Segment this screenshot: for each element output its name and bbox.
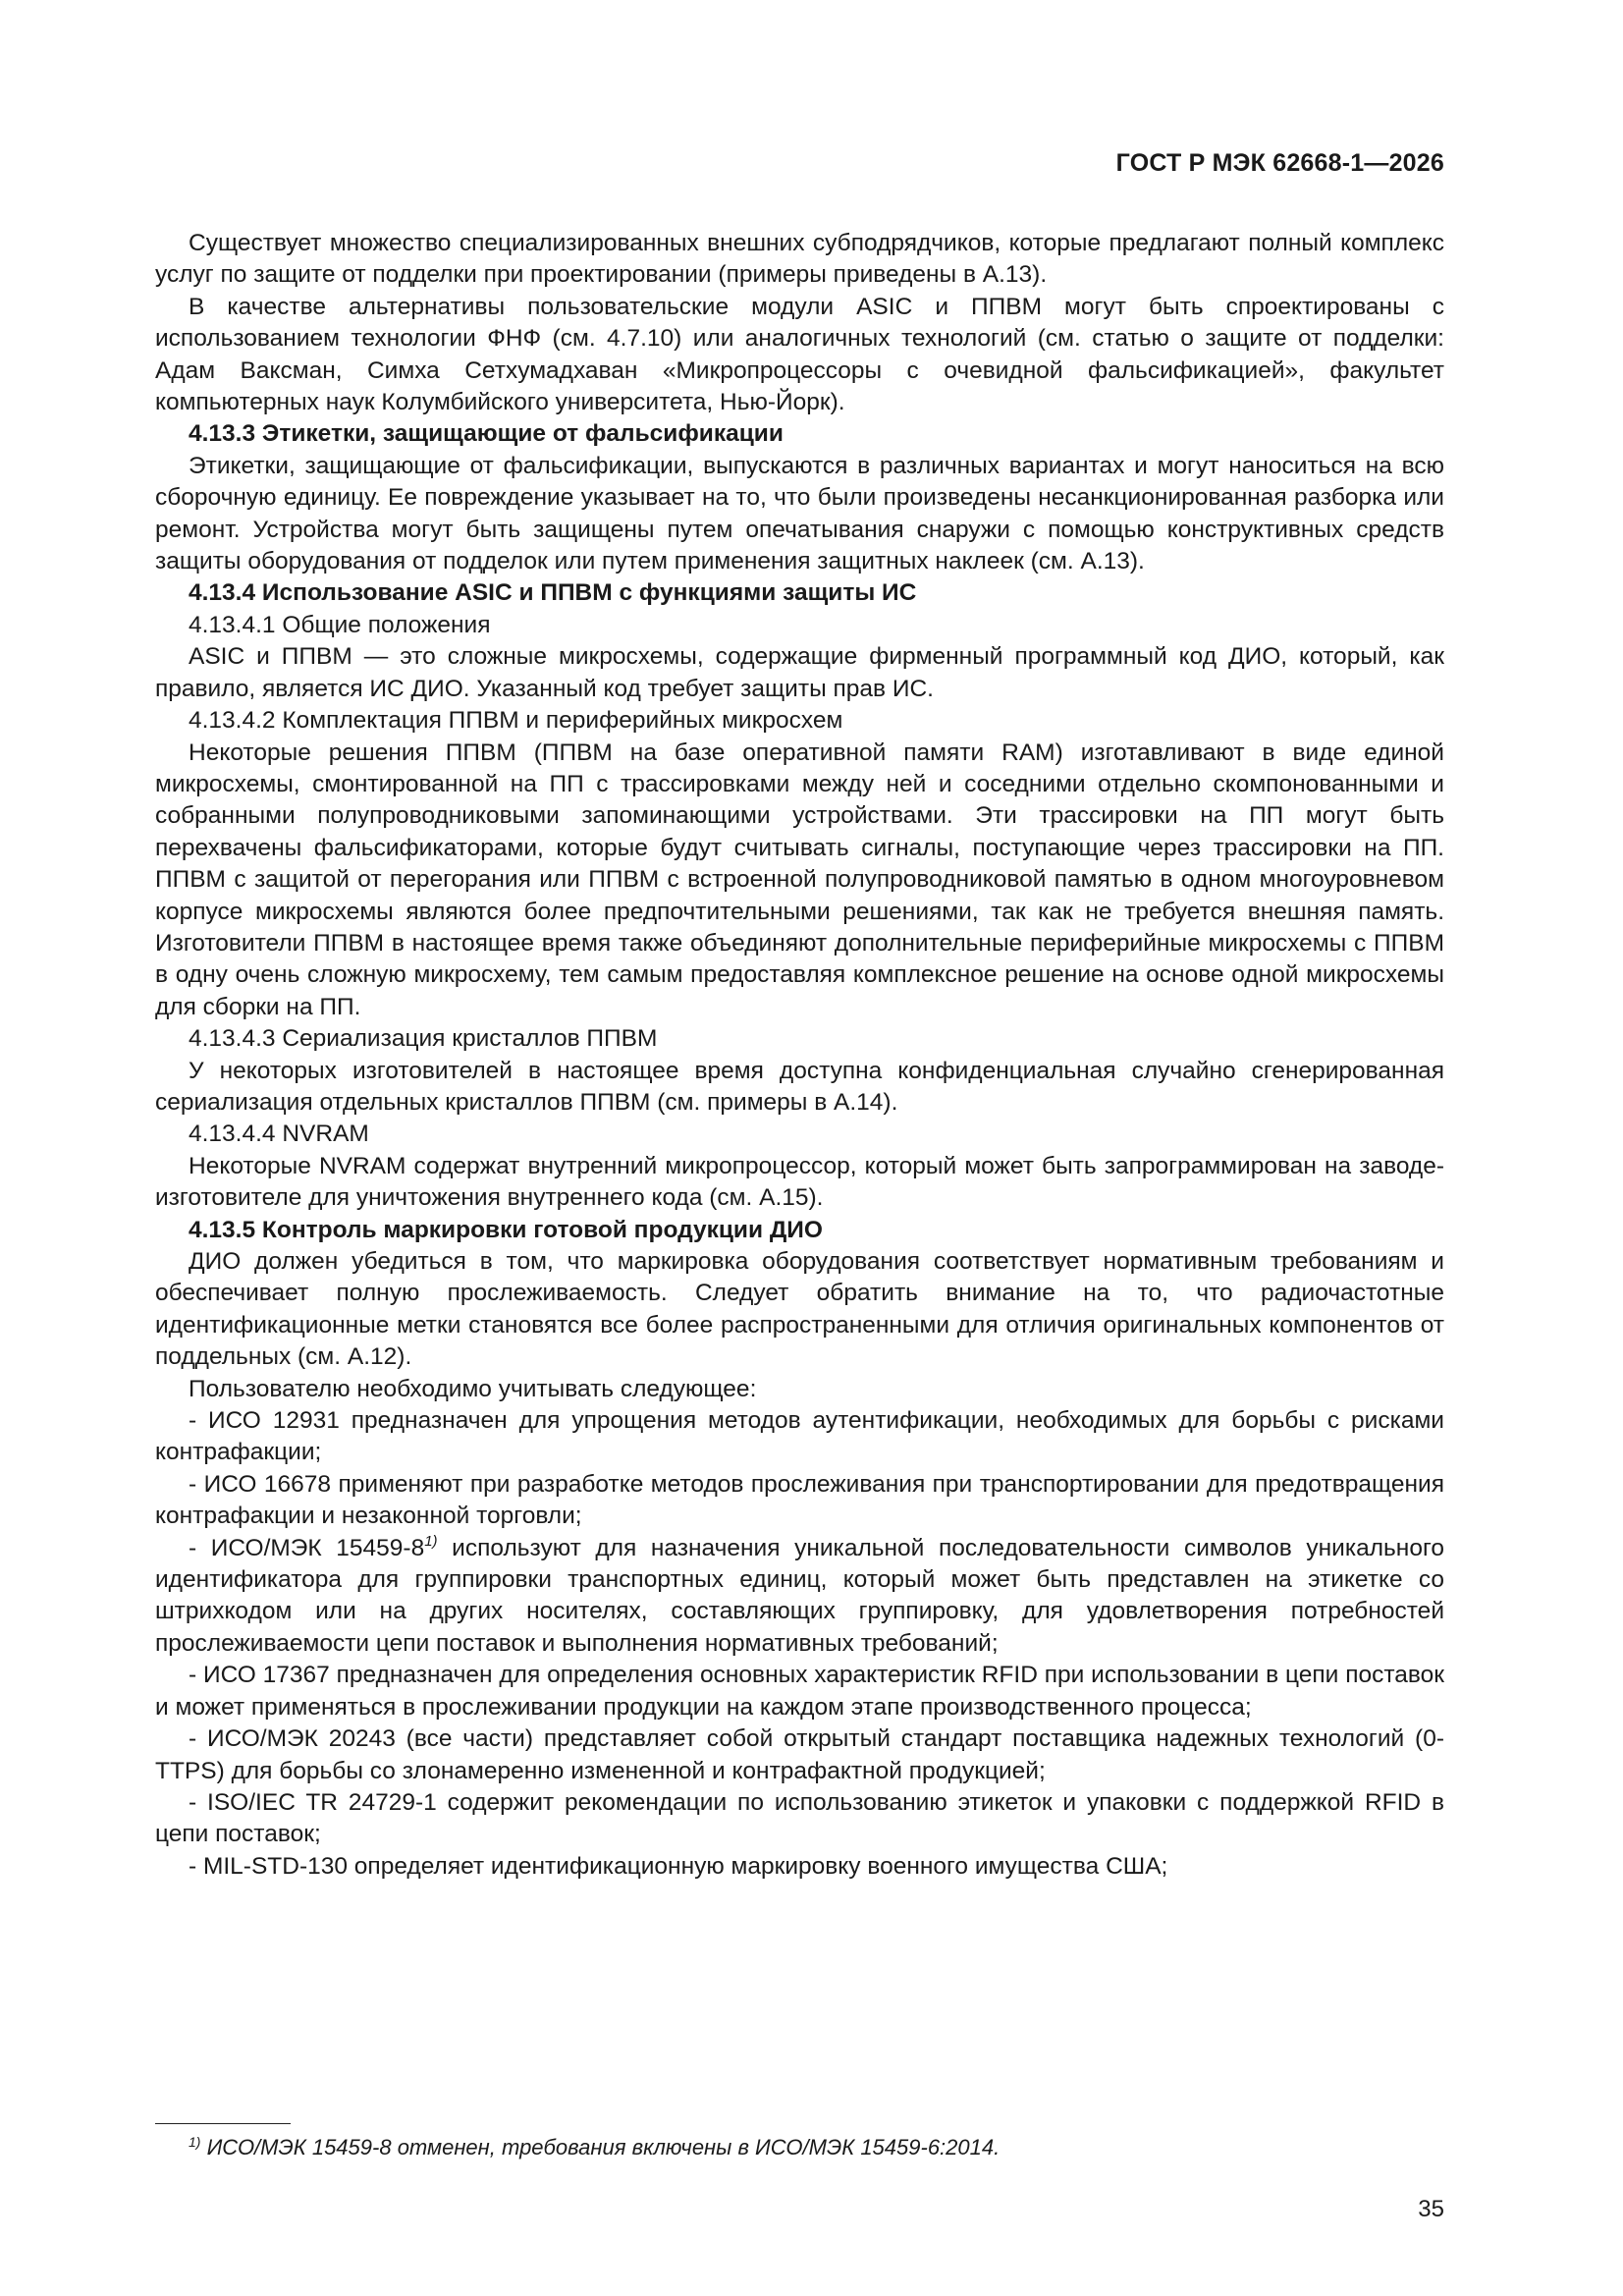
body-text xyxy=(155,228,1444,1883)
list-item: - ИСО/МЭК 20243 (все части) представляет собой открытый стандарт поставщика надежных технологий (0-TTPS) для борьбы со злонамеренно измененной и контрафактной продукцией; xyxy=(155,1725,1444,1784)
paragraph: Существует множество специализированных внешних субподрядчиков, которые предлагают полный комплекс услуг по защите от подделки при проектировании (примеры приведены в А.13). xyxy=(155,230,1444,289)
paragraph: Некоторые решения ППВМ (ППВМ на базе оперативной памяти RAM) изготавливают в виде единой микросхемы, смонтированной на ПП с трассировками между ней и соседними отдельно скомпонованными и собранными полупроводниковыми запоминающими устройствами. Эти трассировки на ПП могут быть перехвачены фальсификаторами, которые будут считывать сигналы, поступающие через трассировки на ПП. ППВМ с защитой от перегорания или ППВМ с встроенной полупроводниковой памятью в одном многоуровневом корпусе микросхемы являются более предпочтительными решениями, так как не требуется внешняя память. Изготовители ППВМ в настоящее время также объединяют дополнительные периферийные микросхемы с ППВМ в одну очень сложную микросхему, тем самым предоставляя комплексное решение на основе одной микросхемы для сборки на ПП. xyxy=(155,738,1444,1020)
paragraph: У некоторых изготовителей в настоящее время доступна конфиденциальная случайно сгенерированная сериализация отдельных кристаллов ППВМ (см. примеры в А.14). xyxy=(155,1057,1444,1116)
list-item: - ИСО 12931 предназначен для упрощения методов аутентификации, необходимых для борьбы с рисками контрафакции; xyxy=(155,1407,1444,1466)
list-item-text: используют для назначения уникальной последовательности символов уникального идентификатора для группировки транспортных единиц, который может быть представлен на этикетке со штрихкодом или на других носителях, составляющих группировку, для удовлетворения потребностей прослеживаемости цепи поставок и выполнения нормативных требований; xyxy=(155,1534,1444,1657)
paragraph: ДИО должен убедиться в том, что маркировка оборудования соответствует нормативным требованиям и обеспечивает полную прослеживаемость. Следует обратить внимание на то, что радиочастотные идентификационные метки становятся все более распространенными для отличия оригинальных компонентов от поддельных (см. А.12). xyxy=(155,1248,1444,1371)
subsection-heading-4-13-4-4: 4.13.4.4 NVRAM xyxy=(189,1121,369,1148)
paragraph: ASIC и ППВМ — это сложные микросхемы, содержащие фирменный программный код ДИО, который, как правило, является ИС ДИО. Указанный код требует защиты прав ИС. xyxy=(155,643,1444,702)
footnote xyxy=(189,2135,1000,2160)
footnote-text: ИСО/МЭК 15459-8 отменен, требования включены в ИСО/МЭК 15459-6:2014. xyxy=(200,2135,1001,2159)
subsection-heading-4-13-4-3: 4.13.4.3 Сериализация кристаллов ППВМ xyxy=(189,1025,658,1053)
list-item: - MIL-STD-130 определяет идентификационную маркировку военного имущества США; xyxy=(189,1852,1168,1880)
subsection-heading-4-13-4-1: 4.13.4.1 Общие положения xyxy=(189,611,491,638)
section-heading-4-13-4: 4.13.4 Использование ASIC и ППВМ с функциями защиты ИС xyxy=(189,579,917,607)
footnote-mark: 1) xyxy=(189,2134,201,2150)
list-intro: Пользователю необходимо учитывать следующее: xyxy=(189,1375,757,1402)
list-item: - ИСО 17367 предназначен для определения основных характеристик RFID при использовании в цепи поставок и может применяться в прослеживании продукции на каждом этапе производственного процесса; xyxy=(155,1662,1444,1721)
list-item: - ISO/IEC TR 24729-1 содержит рекомендации по использованию этикеток и упаковки с поддержкой RFID в цепи поставок; xyxy=(155,1788,1444,1848)
paragraph: Этикетки, защищающие от фальсификации, выпускаются в различных вариантах и могут наноситься на всю сборочную единицу. Ее повреждение указывает на то, что были произведены несанкционированная разборка или ремонт. Устройства могут быть защищены путем опечатывания снаружи с помощью конструктивных средств защиты оборудования от подделок или путем применения защитных наклеек (см. А.13). xyxy=(155,452,1444,575)
page-number: 35 xyxy=(1418,2196,1444,2222)
section-heading-4-13-3: 4.13.3 Этикетки, защищающие от фальсификации xyxy=(189,420,784,448)
footnote-reference: 1) xyxy=(424,1532,438,1550)
standard-header: ГОСТ Р МЭК 62668-1—2026 xyxy=(1115,149,1444,177)
footnote-divider xyxy=(155,2123,291,2124)
subsection-heading-4-13-4-2: 4.13.4.2 Комплектация ППВМ и периферийных микросхем xyxy=(189,707,843,735)
paragraph: В качестве альтернативы пользовательские модули ASIC и ППВМ могут быть спроектированы с использованием технологии ФНФ (см. 4.7.10) или аналогичных технологий (см. статью о защите от подделки: Адам Ваксман, Симха Сетхумадхаван «Микропроцессоры с очевидной фальсификацией», факультет компьютерных наук Колумбийского университета, Нью-Йорк). xyxy=(155,293,1444,416)
list-item: - ИСО 16678 применяют при разработке методов прослеживания при транспортировании для предотвращения контрафакции и незаконной торговли; xyxy=(155,1470,1444,1530)
section-heading-4-13-5: 4.13.5 Контроль маркировки готовой продукции ДИО xyxy=(189,1216,823,1243)
list-item-text: - ИСО/МЭК 15459-8 xyxy=(189,1534,425,1561)
paragraph: Некоторые NVRAM содержат внутренний микропроцессор, который может быть запрограммирован на заводе-изготовителе для уничтожения внутреннего кода (см. А.15). xyxy=(155,1152,1444,1212)
list-item-with-footnote xyxy=(155,1533,1444,1661)
